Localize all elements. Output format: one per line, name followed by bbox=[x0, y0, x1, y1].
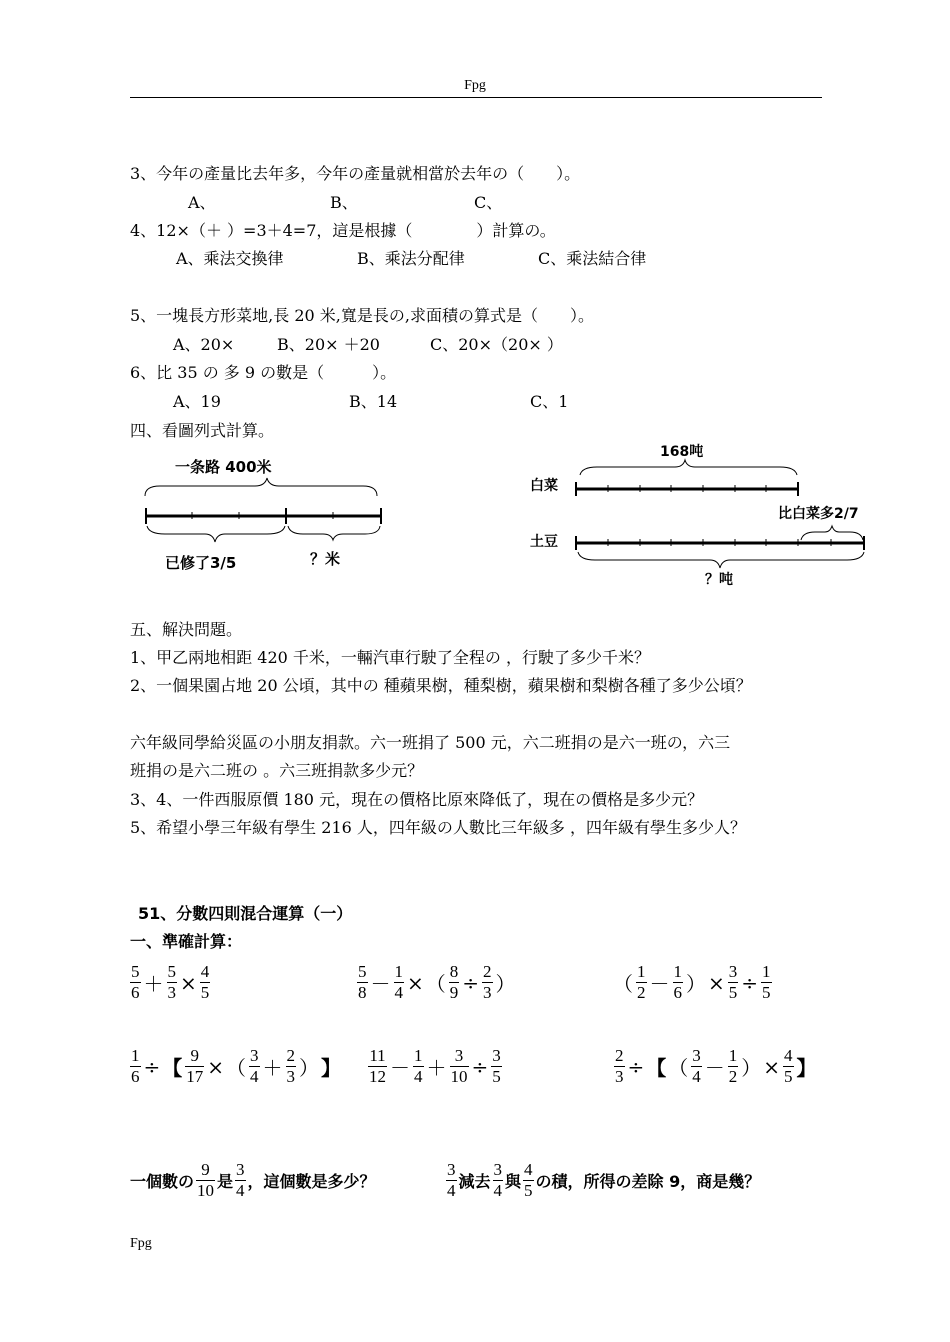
header-rule bbox=[130, 97, 822, 98]
fraction: $\frac{5}{3}$ bbox=[167, 962, 176, 1002]
q3-option-b: B、 bbox=[330, 193, 358, 212]
q3-option-a: A、 bbox=[188, 193, 216, 212]
fraction: $\frac{8}{9}$ bbox=[449, 962, 459, 1002]
cabbage-potato-diagram bbox=[525, 440, 900, 590]
fraction: $\frac{2}{3}$ bbox=[615, 1046, 624, 1086]
road-done-brace bbox=[147, 526, 285, 542]
fraction: $\frac{1}{4}$ bbox=[414, 1046, 423, 1086]
fraction: $\frac{1}{6}$ bbox=[131, 1046, 140, 1086]
section-4-title: 四、看圖列式計算。 bbox=[130, 421, 275, 440]
potato-amount-label: ？吨 bbox=[705, 572, 733, 588]
q4-option-c: C、乘法結合律 bbox=[538, 249, 647, 268]
expression-6: $\frac{2}{3}$ ÷ 【 （ $\frac{3}{4}$ － $\frac{1}{2}$ ） × $\frac{4}{5}$ 】 bbox=[615, 1046, 817, 1086]
fraction: $\frac{3}{4}$ bbox=[447, 1160, 456, 1200]
fraction: $\frac{4}{5}$ bbox=[784, 1046, 793, 1086]
fraction: $\frac{4}{5}$ bbox=[200, 962, 210, 1002]
potato-row-label: 土豆 bbox=[530, 534, 558, 550]
q6-option-a: A、19 bbox=[173, 392, 221, 411]
fraction: $\frac{1}{5}$ bbox=[762, 962, 771, 1002]
expression-2: $\frac{5}{8}$ － $\frac{1}{4}$ × （ $\frac{8}{9}$ ÷ $\frac{2}{3}$ ） bbox=[358, 962, 516, 1002]
extra-brace bbox=[801, 526, 863, 540]
fraction: $\frac{11}{12}$ bbox=[369, 1046, 386, 1086]
cabbage-top-brace bbox=[580, 460, 797, 475]
q4-option-a: A、乘法交換律 bbox=[176, 249, 284, 268]
expression-4: $\frac{1}{6}$ ÷ 【 $\frac{9}{17}$ × （ $\frac{3}{4}$ ＋ $\frac{2}{3}$ ） 】 bbox=[131, 1046, 342, 1086]
more-than-cabbage-label: 比白菜多2/7 bbox=[778, 506, 859, 522]
q6-option-b: B、14 bbox=[349, 392, 398, 411]
q6-option-c: C、1 bbox=[530, 392, 569, 411]
expression-1: $\frac{5}{6}$ ＋ $\frac{5}{3}$ × $\frac{4}{5}$ bbox=[131, 962, 210, 1002]
cabbage-row-label: 白菜 bbox=[530, 478, 558, 494]
fraction: $\frac{2}{3}$ bbox=[483, 962, 492, 1002]
road-top-brace bbox=[145, 478, 377, 496]
lesson-subtitle: 一、準確計算： bbox=[130, 932, 243, 951]
problem-3-line-1: 六年級同學給災區の小朋友捐款。六一班捐了 500 元，六二班捐の是六一班の，六三 bbox=[130, 733, 731, 752]
q3-option-c: C、 bbox=[474, 193, 503, 212]
fraction: $\frac{3}{5}$ bbox=[728, 962, 738, 1002]
word-problem-1: 一個數の $\frac{9}{10}$ 是 $\frac{3}{4}$ ，這個數是多少？ bbox=[130, 1160, 376, 1200]
fraction: $\frac{1}{2}$ bbox=[728, 1046, 738, 1086]
fraction: $\frac{5}{6}$ bbox=[131, 962, 140, 1002]
q5-option-c: C、20×（20× ） bbox=[430, 335, 563, 354]
potato-bottom-brace bbox=[578, 552, 864, 568]
lesson-title: 51、分數四則混合運算（一） bbox=[138, 904, 353, 923]
road-rest-brace bbox=[288, 526, 380, 540]
q5-option-b: B、20× ＋20 bbox=[277, 335, 380, 354]
expression-5: $\frac{11}{12}$ － $\frac{1}{4}$ ＋ $\frac{3}{10}$ ÷ $\frac{3}{5}$ bbox=[369, 1046, 501, 1086]
fraction: $\frac{3}{4}$ bbox=[692, 1046, 701, 1086]
q4-option-b: B、乘法分配律 bbox=[357, 249, 465, 268]
fraction: $\frac{9}{17}$ bbox=[186, 1046, 204, 1086]
fraction: $\frac{4}{5}$ bbox=[524, 1160, 533, 1200]
fraction: $\frac{9}{10}$ bbox=[197, 1160, 215, 1200]
fraction: $\frac{2}{3}$ bbox=[286, 1046, 296, 1086]
question-4: 4、12×（＋ ）=3＋4=7，這是根據（ ）計算の。 bbox=[130, 221, 556, 240]
road-total-label: 一条路 400米 bbox=[175, 458, 272, 476]
fraction: $\frac{1}{6}$ bbox=[673, 962, 682, 1002]
fraction: $\frac{3}{4}$ bbox=[493, 1160, 503, 1200]
road-done-label: 已修了3/5 bbox=[165, 554, 237, 572]
road-diagram bbox=[135, 450, 395, 580]
fraction: $\frac{1}{4}$ bbox=[394, 962, 403, 1002]
cabbage-amount-label: 168吨 bbox=[660, 444, 704, 460]
fraction: $\frac{3}{5}$ bbox=[492, 1046, 501, 1086]
fraction: $\frac{3}{4}$ bbox=[236, 1160, 245, 1200]
q5-option-a: A、20× bbox=[173, 335, 235, 354]
problem-4: 3、4、一件西服原價 180 元，現在の價格比原來降低了，現在の價格是多少元？ bbox=[130, 790, 704, 809]
problem-3-line-2: 班捐の是六二班の 。六三班捐款多少元？ bbox=[130, 761, 424, 780]
word-problem-2: $\frac{3}{4}$ 減去 $\frac{3}{4}$ 與 $\frac{4}{5}$ の積，所得の差除 9，商是幾？ bbox=[447, 1160, 761, 1200]
question-6: 6、比 35 の 多 9 の數是（ ）。 bbox=[130, 363, 397, 382]
road-rest-label: ？米 bbox=[310, 550, 341, 568]
fraction: $\frac{3}{4}$ bbox=[250, 1046, 259, 1086]
question-3: 3、今年の產量比去年多，今年の產量就相當於去年の（ ）。 bbox=[130, 164, 581, 183]
page-header: Fpg bbox=[464, 78, 486, 93]
fraction: $\frac{3}{10}$ bbox=[450, 1046, 468, 1086]
problem-2: 2、一個果園占地 20 公頃，其中の 種蘋果樹，種梨樹，蘋果樹和梨樹各種了多少公頃？ bbox=[130, 676, 752, 695]
problem-1: 1、甲乙兩地相距 420 千米，一輛汽車行駛了全程の ，行駛了多少千米？ bbox=[130, 648, 650, 667]
expression-3: （ $\frac{1}{2}$ － $\frac{1}{6}$ ） × $\frac{3}{5}$ ÷ $\frac{1}{5}$ bbox=[613, 962, 771, 1002]
fraction: $\frac{5}{8}$ bbox=[358, 962, 367, 1002]
problem-5: 5、希望小學三年級有學生 216 人，四年級の人數比三年級多 ，四年級有學生多少人？ bbox=[130, 818, 746, 837]
fraction: $\frac{1}{2}$ bbox=[637, 962, 646, 1002]
page-footer: Fpg bbox=[130, 1236, 152, 1251]
section-5-title: 五、解決問題。 bbox=[130, 620, 243, 639]
question-5: 5、一塊長方形菜地,長 20 米,寬是長の,求面積の算式是（ ）。 bbox=[130, 306, 594, 325]
